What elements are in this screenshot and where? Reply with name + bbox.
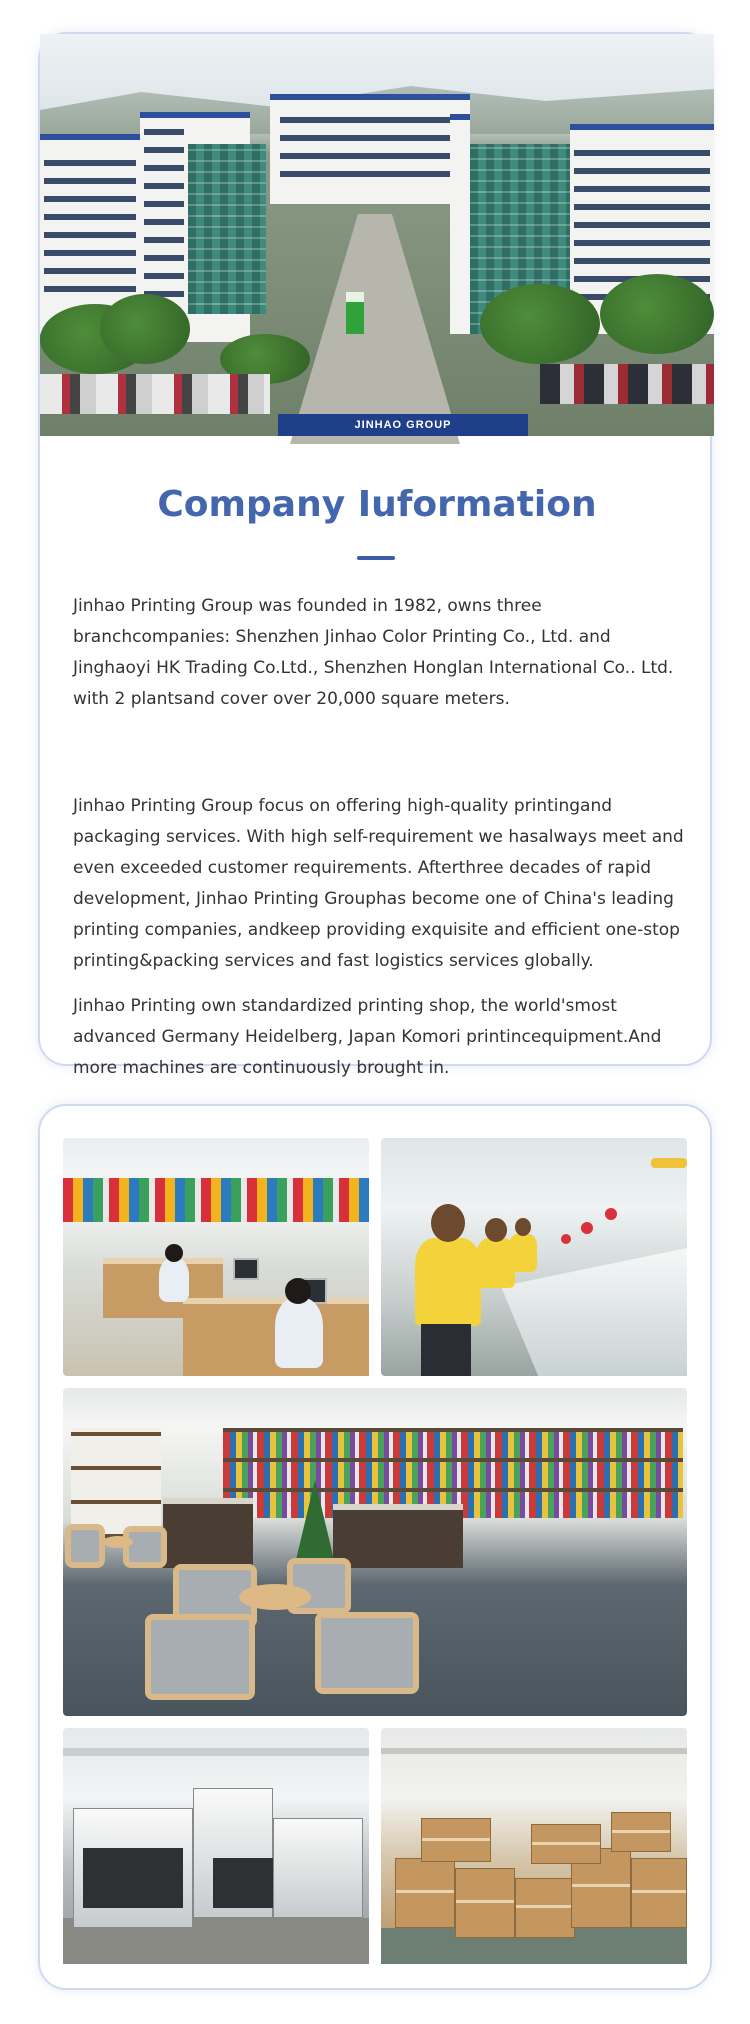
factory-aerial-photo <box>40 34 714 436</box>
office-photo <box>63 1138 369 1376</box>
equipment-paragraph: Jinhao Printing own standardized printing shop, the world'smost advanced Germany Heidelberg, Japan Komori printincequipment.And more machines are continuously brought in. <box>73 996 662 1078</box>
warehouse-photo <box>381 1728 687 1964</box>
library-lounge-photo <box>63 1388 687 1716</box>
printing-machine-photo <box>63 1728 369 1964</box>
workers-photo <box>381 1138 687 1376</box>
section-title: Company Iuformation <box>157 484 597 525</box>
title-underline <box>357 556 395 560</box>
intro-paragraph: Jinhao Printing Group was founded in 1982, owns three branchcompanies: Shenzhen Jinhao Color Printing Co., Ltd. and Jinghaoyi HK Trading Co.Ltd., Shenzhen Honglan International Co.. Ltd. with 2 plantsand cover over 20,000 square meters. <box>73 596 674 709</box>
photo-gallery-card <box>38 1104 712 1990</box>
company-gate-sign: JINHAO GROUP <box>278 414 528 436</box>
company-info-card <box>38 32 712 1078</box>
services-paragraph: Jinhao Printing Group focus on offering high-quality printingand packaging services. With high self-requirement we hasalways meet and even exceeded customer requirements. Afterthree decades of rapid development, Jinhao Printing Grouphas become one of China's leading printing companies, andkeep providing exquisite and efficient one-stop printing&packing services and fast logistics services globally. <box>73 796 684 971</box>
